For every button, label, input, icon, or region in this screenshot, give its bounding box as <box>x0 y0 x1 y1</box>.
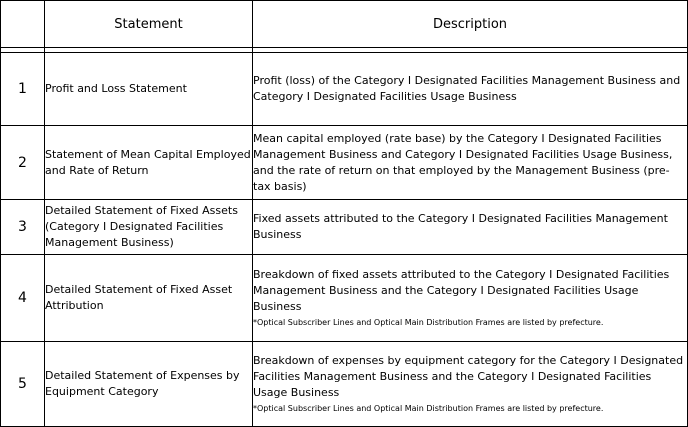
statement-name: Detailed Statement of Fixed Asset Attribution <box>45 255 253 342</box>
statement-description <box>253 126 688 200</box>
footnote: *Optical Subscriber Lines and Optical Main Distribution Frames are listed by prefecture. <box>253 404 604 413</box>
header-row <box>1 1 688 48</box>
description-text: Breakdown of fixed assets attributed to the Category I Designated Facilities Management Business and the Category I Designated Facilities Usage Business <box>253 268 670 313</box>
statement-description <box>253 255 688 342</box>
row-number: 2 <box>1 126 45 200</box>
row-number: 3 <box>1 200 45 255</box>
statement-name: Detailed Statement of Fixed Assets (Category I Designated Facilities Management Business) <box>45 200 253 255</box>
statement-description <box>253 342 688 427</box>
statement-name: Profit and Loss Statement <box>45 53 253 126</box>
description-text: Fixed assets attributed to the Category I Designated Facilities Management Business <box>253 212 668 241</box>
statement-description <box>253 53 688 126</box>
row-number: 4 <box>1 255 45 342</box>
description-text: Profit (loss) of the Category I Designated Facilities Management Business and Category I Designated Facilities Usage Business <box>253 74 681 103</box>
statement-name: Detailed Statement of Expenses by Equipment Category <box>45 342 253 427</box>
row-number: 1 <box>1 53 45 126</box>
table-row <box>1 53 688 126</box>
statement-name: Statement of Mean Capital Employed and Rate of Return <box>45 126 253 200</box>
row-number: 5 <box>1 342 45 427</box>
statement-description <box>253 200 688 255</box>
table-row <box>1 342 688 427</box>
table-row <box>1 255 688 342</box>
description-text: Mean capital employed (rate base) by the Category I Designated Facilities Management Business and Category I Designated Facilities Usage Business, and the rate of return on that employed by the Management Business (pre-tax basis) <box>253 131 673 193</box>
table-row <box>1 200 688 255</box>
header-number-cell <box>1 1 45 48</box>
footnote: *Optical Subscriber Lines and Optical Main Distribution Frames are listed by prefecture. <box>253 318 604 327</box>
table-row <box>1 126 688 200</box>
description-text: Breakdown of expenses by equipment category for the Category I Designated Facilities Management Business and the Category I Designated Facilities Usage Business <box>253 354 684 399</box>
header-description: Description <box>253 1 688 48</box>
header-statement: Statement <box>45 1 253 48</box>
